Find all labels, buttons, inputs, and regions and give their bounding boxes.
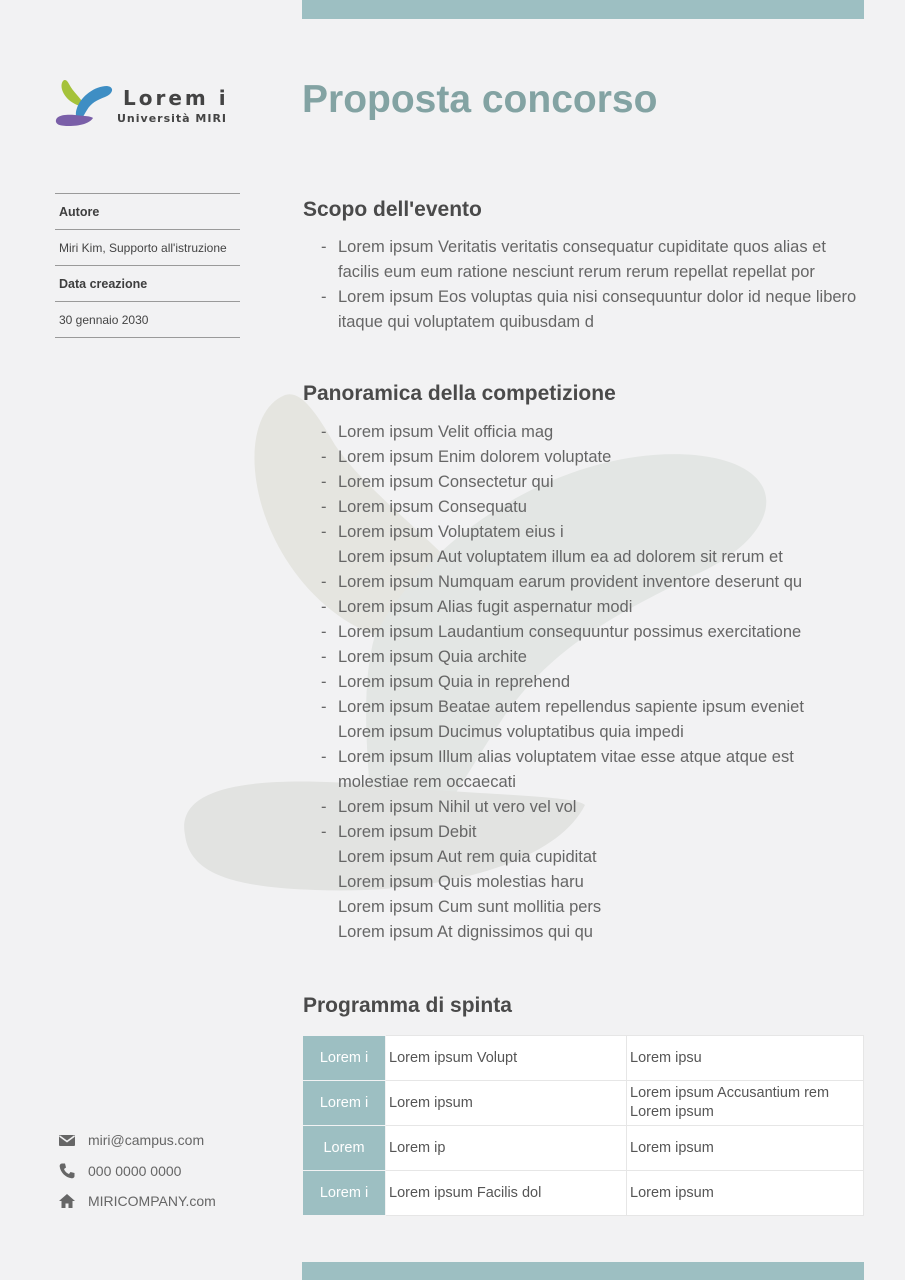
bullet-dash: - <box>321 748 327 766</box>
list-item <box>303 870 863 895</box>
table-cell <box>627 1126 864 1171</box>
contact-email-row[interactable] <box>58 1125 216 1156</box>
scope-list <box>303 235 873 335</box>
date-value: 30 gennaio 2030 <box>55 301 240 337</box>
scope-heading: Scopo dell'evento <box>303 198 482 221</box>
bullet-dash: - <box>321 698 327 716</box>
table-cell-line: Lorem ipsu <box>630 1049 702 1066</box>
bullet-dash: - <box>321 288 327 306</box>
bullet-dash: - <box>321 473 327 491</box>
table-row <box>303 1081 864 1126</box>
list-item <box>303 595 863 620</box>
table-row <box>303 1126 864 1171</box>
list-item-text: Lorem ipsum Beatae autem repellendus sapiente ipsum eveniet <box>338 698 804 716</box>
list-item-text: Lorem ipsum Velit officia mag <box>338 423 554 441</box>
table-cell-line: Lorem ipsum <box>630 1184 714 1201</box>
table-row <box>303 1036 864 1081</box>
bullet-dash: - <box>321 623 327 641</box>
list-item <box>303 645 863 670</box>
author-label: Autore <box>55 193 240 229</box>
list-item <box>303 445 863 470</box>
table-row-header: Lorem i <box>303 1036 386 1081</box>
list-item <box>303 495 863 520</box>
list-item-text: Lorem ipsum Numquam earum provident inventore deserunt qu <box>338 573 803 591</box>
meta-divider <box>55 337 240 338</box>
bullet-dash: - <box>321 823 327 841</box>
list-item <box>303 745 863 770</box>
contact-info <box>58 1125 216 1217</box>
list-item <box>303 420 863 445</box>
contact-website-row[interactable] <box>58 1186 216 1217</box>
program-table <box>302 1035 864 1216</box>
bullet-dash: - <box>321 648 327 666</box>
list-item <box>303 310 873 335</box>
list-item <box>303 920 863 945</box>
list-item-text: Lorem ipsum Alias fugit aspernatur modi <box>338 598 633 616</box>
list-item <box>303 260 873 285</box>
table-cell <box>627 1171 864 1216</box>
list-item-text: molestiae rem occaecati <box>338 773 516 791</box>
table-cell-line: Lorem ipsum <box>630 1139 714 1156</box>
list-item <box>303 235 873 260</box>
list-item-text: Lorem ipsum Aut voluptatem illum ea ad dolorem sit rerum et <box>338 548 783 566</box>
list-item-text: Lorem ipsum At dignissimos qui qu <box>338 923 593 941</box>
bullet-dash: - <box>321 523 327 541</box>
bottom-accent-bar <box>302 1262 864 1280</box>
bullet-dash: - <box>321 498 327 516</box>
overview-list <box>303 420 863 945</box>
list-item-text: Lorem ipsum Voluptatem eius i <box>338 523 564 541</box>
list-item <box>303 795 863 820</box>
list-item <box>303 720 863 745</box>
contact-website[interactable]: MIRICOMPANY.com <box>88 1193 216 1210</box>
bullet-dash: - <box>321 673 327 691</box>
list-item-text: Lorem ipsum Ducimus voluptatibus quia impedi <box>338 723 684 741</box>
bullet-dash: - <box>321 448 327 466</box>
list-item-text: Lorem ipsum Quis molestias haru <box>338 873 584 891</box>
contact-email[interactable]: miri@campus.com <box>88 1132 205 1149</box>
table-row-header: Lorem <box>303 1126 386 1171</box>
list-item-text: facilis eum eum ratione nesciunt rerum rerum repellat repellat por <box>338 263 815 281</box>
list-item-text: Lorem ipsum Veritatis veritatis consequatur cupiditate quos alias et <box>338 238 826 256</box>
contact-phone[interactable]: 000 0000 0000 <box>88 1162 182 1179</box>
program-heading: Programma di spinta <box>303 994 512 1017</box>
overview-heading: Panoramica della competizione <box>303 382 616 405</box>
list-item-text: itaque qui voluptatem quibusdam d <box>338 313 594 331</box>
table-row <box>303 1171 864 1216</box>
table-cell-line: Lorem ipsum Accusantium rem <box>630 1085 830 1101</box>
list-item-text: Lorem ipsum Enim dolorem voluptate <box>338 448 612 466</box>
list-item-text: Lorem ipsum Quia archite <box>338 648 527 666</box>
contact-phone-row[interactable] <box>58 1156 216 1187</box>
bullet-dash: - <box>321 238 327 256</box>
author-value: Miri Kim, Supporto all'istruzione <box>55 229 240 265</box>
table-cell <box>627 1036 864 1081</box>
home-icon <box>58 1192 76 1210</box>
list-item <box>303 845 863 870</box>
list-item <box>303 695 863 720</box>
list-item <box>303 285 873 310</box>
table-cell: Lorem ipsum Facilis dol <box>386 1171 627 1216</box>
document-meta <box>55 193 240 338</box>
table-cell: Lorem ip <box>386 1126 627 1171</box>
table-cell <box>627 1081 864 1126</box>
logo-name: Lorem i <box>123 86 229 110</box>
top-accent-bar <box>302 0 864 19</box>
list-item-text: Lorem ipsum Eos voluptas quia nisi consequuntur dolor id neque libero <box>338 288 857 306</box>
bullet-dash: - <box>321 423 327 441</box>
table-cell: Lorem ipsum Volupt <box>386 1036 627 1081</box>
list-item-text: Lorem ipsum Illum alias voluptatem vitae esse atque atque est <box>338 748 794 766</box>
list-item <box>303 895 863 920</box>
list-item <box>303 570 863 595</box>
list-item <box>303 470 863 495</box>
list-item-text: Lorem ipsum Aut rem quia cupiditat <box>338 848 597 866</box>
list-item <box>303 820 863 845</box>
list-item <box>303 770 863 795</box>
table-cell: Lorem ipsum <box>386 1081 627 1126</box>
list-item <box>303 545 863 570</box>
date-label: Data creazione <box>55 265 240 301</box>
list-item-text: Lorem ipsum Consequatu <box>338 498 527 516</box>
university-logo <box>55 78 255 130</box>
list-item-text: Lorem ipsum Nihil ut vero vel vol <box>338 798 577 816</box>
logo-mark-icon <box>55 78 113 128</box>
table-row-header: Lorem i <box>303 1171 386 1216</box>
table-cell-line: Lorem ipsum <box>630 1104 714 1120</box>
bullet-dash: - <box>321 598 327 616</box>
bullet-dash: - <box>321 573 327 591</box>
list-item-text: Lorem ipsum Debit <box>338 823 477 841</box>
list-item <box>303 670 863 695</box>
list-item <box>303 520 863 545</box>
table-row-header: Lorem i <box>303 1081 386 1126</box>
logo-subtitle: Università MIRI <box>117 112 228 125</box>
list-item-text: Lorem ipsum Consectetur qui <box>338 473 554 491</box>
list-item-text: Lorem ipsum Quia in reprehend <box>338 673 571 691</box>
list-item-text: Lorem ipsum Laudantium consequuntur possimus exercitatione <box>338 623 802 641</box>
mail-icon <box>58 1131 76 1149</box>
list-item-text: Lorem ipsum Cum sunt mollitia pers <box>338 898 602 916</box>
phone-icon <box>58 1162 76 1180</box>
list-item <box>303 620 863 645</box>
page-title: Proposta concorso <box>302 78 658 121</box>
bullet-dash: - <box>321 798 327 816</box>
